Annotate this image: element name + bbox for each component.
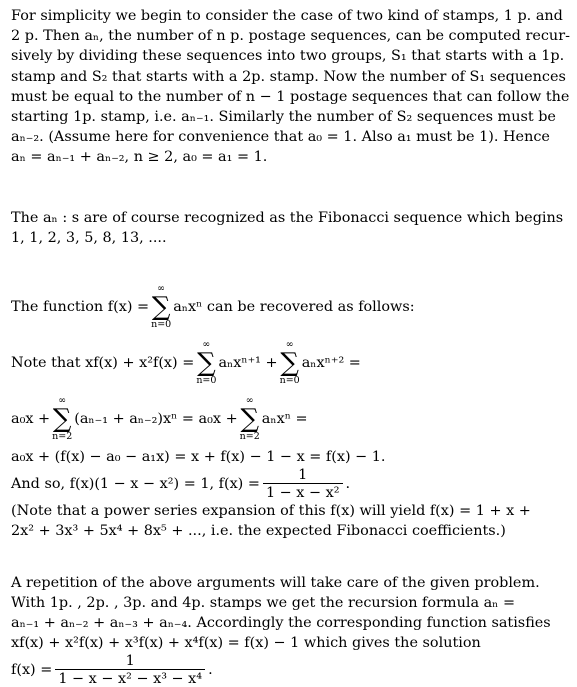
summation-symbol: ∞ ∑ n=2 — [239, 395, 260, 443]
equation-line: a₀x + ∞ ∑ n=2 (aₙ₋₁ + aₙ₋₂)xⁿ = a₀x + ∞ ∑ n=2 aₙxⁿ = — [11, 395, 308, 443]
text-line: 2x² + 3x³ + 5x⁴ + 8x⁵ + ..., i.e. the expected Fibonacci coefficients.) — [11, 523, 506, 540]
summation-symbol: ∞ ∑ n=0 — [151, 283, 172, 331]
text-line: sively by dividing these sequences into two groups, S₁ that starts with a 1p. — [11, 48, 565, 65]
text-line: 2 p. Then aₙ, the number of n p. postage sequences, can be computed recur- — [11, 28, 570, 45]
text-line: For simplicity we begin to consider the case of two kind of stamps, 1 p. and — [11, 8, 563, 24]
summation-symbol: ∞ ∑ n=0 — [279, 339, 300, 387]
summation-symbol: ∞ ∑ n=2 — [52, 395, 73, 443]
generating-function-definition: The function f(x) = ∞ ∑ n=0 aₙxⁿ can be recovered as follows: — [11, 283, 415, 331]
paragraph-generating-function — [11, 279, 545, 542]
text-line: A repetition of the above arguments will take care of the given problem. — [11, 574, 540, 591]
fraction: $\frac{1}{\text{1 − x − x² − x³ − x⁴}}$ — [55, 654, 205, 687]
equation-line: Note that xf(x) + x²f(x) = ∞ ∑ n=0 aₙxⁿ⁺¹ + ∞ ∑ n=0 aₙxⁿ⁺² = — [11, 339, 361, 387]
text-line: starting 1p. stamp, i.e. aₙ₋₁. Similarly the number of S₂ sequences must be — [11, 109, 556, 126]
text-line: aₙ₋₂. (Assume here for convenience that a₀ = 1. Also a₁ must be 1). Hence — [11, 129, 550, 146]
text-line: (Note that a power series expansion of this f(x) will yield f(x) = 1 + x + — [11, 503, 531, 520]
paragraph-four-stamps — [11, 573, 551, 687]
text-line: xf(x) + x²f(x) + x³f(x) + x⁴f(x) = f(x) − 1 which gives the solution — [11, 635, 481, 652]
text-line: The aₙ : s are of course recognized as the Fibonacci sequence which begins — [11, 209, 564, 226]
text-line: must be equal to the number of n − 1 postage sequences that can follow the — [11, 88, 570, 105]
text-line: aₙ₋₁ + aₙ₋₂ + aₙ₋₃ + aₙ₋₄. Accordingly the corresponding function satisfies — [11, 615, 551, 632]
summation-symbol: ∞ ∑ n=0 — [196, 339, 217, 387]
document-body — [11, 6, 570, 687]
paragraph-two-stamps — [11, 6, 570, 168]
closed-form-solution: f(x) = $\frac{1}{\text{1 − x − x² − x³ − x⁴}}$ . — [11, 653, 213, 687]
text-line: stamp and S₂ that starts with a 2p. stamp. Now the number of S₁ sequences — [11, 68, 566, 85]
equation-line: a₀x + (f(x) − a₀ − a₁x) = x + f(x) − 1 − x = f(x) − 1. — [11, 449, 386, 466]
fraction: $\frac{1}{\text{1 − x − x²}}$ — [263, 468, 343, 501]
closed-form-fibonacci: And so, f(x)(1 − x − x²) = 1, f(x) = $\frac{1}{\text{1 − x − x²}}$ . — [11, 466, 351, 502]
fibonacci-sequence: 1, 1, 2, 3, 5, 8, 13, .... — [11, 229, 167, 246]
paragraph-fibonacci — [11, 208, 564, 248]
recurrence-formula: aₙ = aₙ₋₁ + aₙ₋₂, n ≥ 2, a₀ = a₁ = 1. — [11, 149, 268, 166]
text-line: With 1p. , 2p. , 3p. and 4p. stamps we get the recursion formula aₙ = — [11, 594, 516, 611]
